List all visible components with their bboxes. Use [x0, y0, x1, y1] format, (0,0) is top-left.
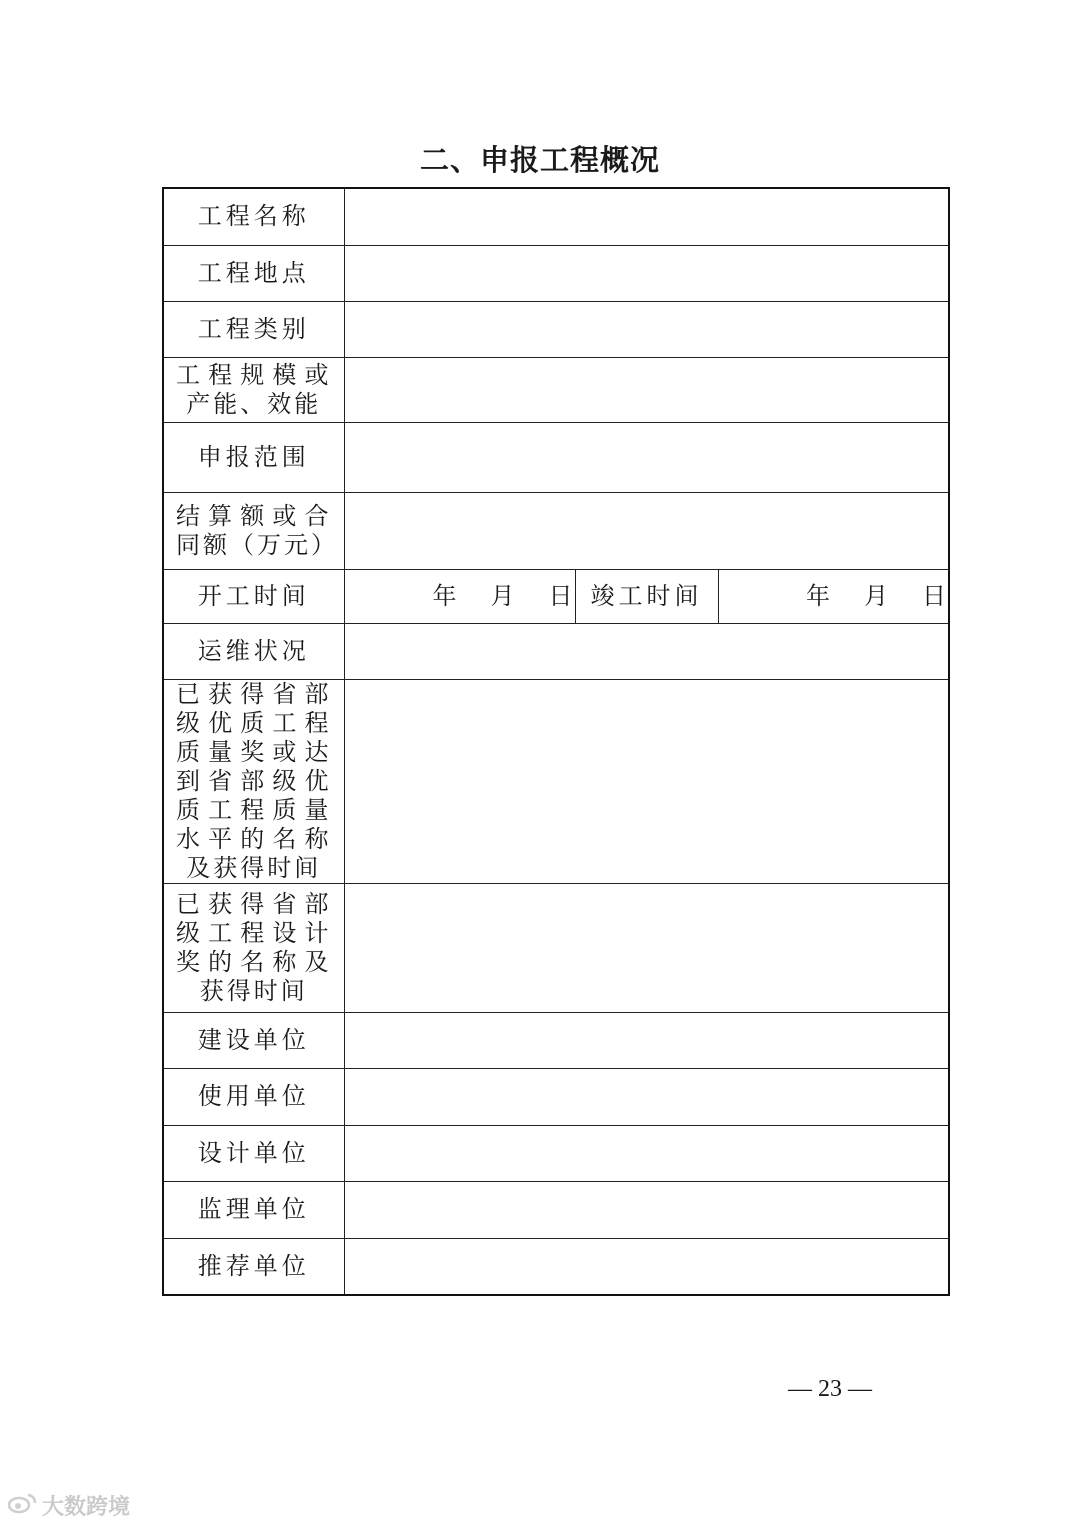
user-unit-field[interactable] — [344, 1068, 949, 1125]
label-quality-award: 已获得省部级优质工程质量奖或达到省部级优质工程质量水平的名称及获得时间 — [163, 679, 344, 883]
label-completion-date: 竣工时间 — [575, 569, 718, 623]
label-settlement-amount: 结算额或合同额（万元） — [163, 492, 344, 569]
table-row — [163, 679, 949, 883]
project-category-field[interactable] — [344, 301, 949, 357]
project-name-field[interactable] — [344, 188, 949, 245]
table-row — [163, 1181, 949, 1238]
project-scale-field[interactable] — [344, 357, 949, 422]
label-project-location: 工程地点 — [163, 245, 344, 301]
table-row — [163, 1238, 949, 1295]
label-application-scope: 申报范围 — [163, 422, 344, 492]
label-design-unit: 设计单位 — [163, 1125, 344, 1181]
label-design-award: 已获得省部级工程设计奖的名称及获得时间 — [163, 883, 344, 1012]
page-number: — 23 — — [788, 1376, 872, 1402]
table-row — [163, 188, 949, 245]
day-label: 日 — [548, 581, 575, 610]
label-user-unit: 使用单位 — [163, 1068, 344, 1125]
design-award-field[interactable] — [344, 883, 949, 1012]
label-project-scale: 工程规模或产能、效能 — [163, 357, 344, 422]
design-unit-field[interactable] — [344, 1125, 949, 1181]
table-row — [163, 1125, 949, 1181]
year-label: 年 — [806, 581, 832, 610]
label-project-category: 工程类别 — [163, 301, 344, 357]
table-row — [163, 245, 949, 301]
table-row — [163, 1068, 949, 1125]
label-supervision-unit: 监理单位 — [163, 1181, 344, 1238]
table-row — [163, 1012, 949, 1068]
watermark — [8, 1490, 130, 1521]
completion-date-field[interactable] — [718, 569, 949, 623]
watermark-text: 大数跨境 — [42, 1495, 131, 1520]
application-scope-field[interactable] — [344, 422, 949, 492]
label-operation-status: 运维状况 — [163, 623, 344, 679]
settlement-amount-field[interactable] — [344, 492, 949, 569]
label-project-name: 工程名称 — [163, 188, 344, 245]
year-label: 年 — [432, 581, 459, 610]
month-label: 月 — [864, 581, 890, 610]
start-date-field[interactable] — [344, 569, 575, 623]
table-row — [163, 569, 949, 623]
quality-award-field[interactable] — [344, 679, 949, 883]
table-row — [163, 422, 949, 492]
supervision-unit-field[interactable] — [344, 1181, 949, 1238]
month-label: 月 — [490, 581, 517, 610]
table-row — [163, 301, 949, 357]
operation-status-field[interactable] — [344, 623, 949, 679]
recommending-unit-field[interactable] — [344, 1238, 949, 1295]
project-overview-table — [162, 187, 950, 1296]
label-recommending-unit: 推荐单位 — [163, 1238, 344, 1295]
project-location-field[interactable] — [344, 245, 949, 301]
table-row — [163, 492, 949, 569]
weibo-icon — [8, 1492, 38, 1520]
construction-unit-field[interactable] — [344, 1012, 949, 1068]
table-row — [163, 357, 949, 422]
day-label: 日 — [922, 581, 948, 610]
table-row — [163, 623, 949, 679]
label-construction-unit: 建设单位 — [163, 1012, 344, 1068]
label-start-date: 开工时间 — [163, 569, 344, 623]
page-title: 二、申报工程概况 — [419, 143, 660, 177]
table-row — [163, 883, 949, 1012]
